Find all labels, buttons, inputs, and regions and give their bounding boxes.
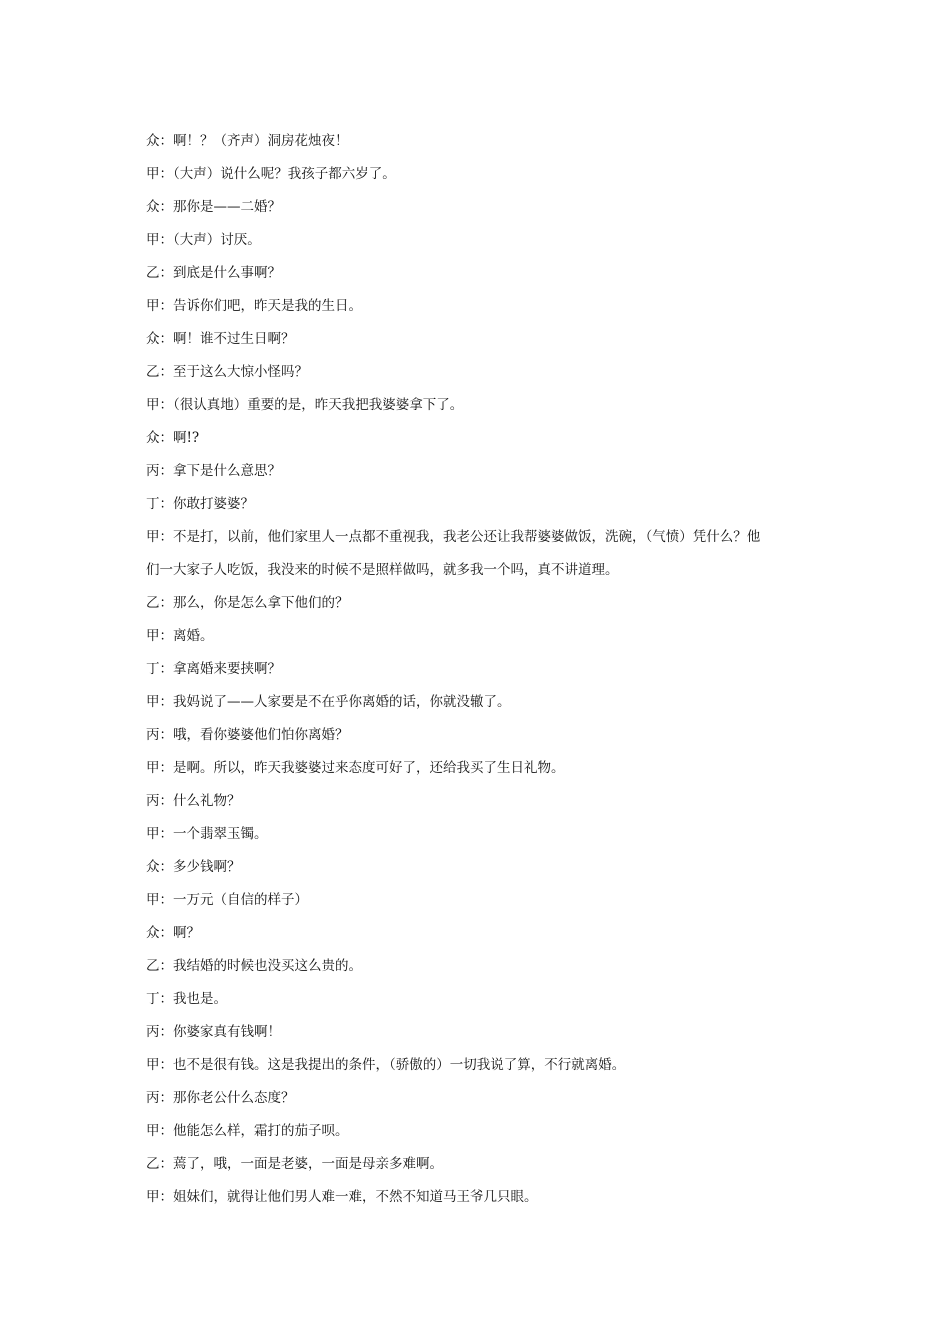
dialogue-line: 丙：拿下是什么意思？	[146, 463, 281, 479]
dialogue-line: 甲：一万元（自信的样子）	[146, 892, 308, 908]
dialogue-script	[146, 128, 806, 1217]
dialogue-line: 众：啊！？（齐声）洞房花烛夜！	[146, 133, 349, 149]
dialogue-line: 甲：一个翡翠玉镯。	[146, 826, 268, 842]
dialogue-line: 乙：到底是什么事啊？	[146, 265, 281, 281]
dialogue-line: 丁：拿离婚来要挟啊？	[146, 661, 281, 677]
dialogue-line: 众：多少钱啊？	[146, 859, 241, 875]
dialogue-line: 甲：告诉你们吧，昨天是我的生日。	[146, 298, 362, 314]
dialogue-line: 丁：我也是。	[146, 991, 227, 1007]
dialogue-line: 甲：是啊。所以，昨天我婆婆过来态度可好了，还给我买了生日礼物。	[146, 760, 565, 776]
dialogue-line: 甲：也不是很有钱。这是我提出的条件，（骄傲的）一切我说了算，不行就离婚。	[146, 1057, 626, 1073]
dialogue-line: 丙：哦，看你婆婆他们怕你离婚？	[146, 727, 349, 743]
dialogue-line: 乙：至于这么大惊小怪吗？	[146, 364, 308, 380]
dialogue-line: 甲：（大声）讨厌。	[146, 232, 261, 248]
dialogue-line: 众：啊!?	[146, 430, 200, 446]
dialogue-line-continuation: 们一大家子人吃饭，我没来的时候不是照样做吗，就多我一个吗，真不讲道理。	[146, 562, 619, 578]
dialogue-line: 甲：我妈说了——人家要是不在乎你离婚的话，你就没辙了。	[146, 694, 511, 710]
dialogue-line: 丙：什么礼物？	[146, 793, 241, 809]
dialogue-line: 乙：那么，你是怎么拿下他们的？	[146, 595, 349, 611]
dialogue-line: 甲：（大声）说什么呢？我孩子都六岁了。	[146, 166, 396, 182]
dialogue-line: 众：那你是——二婚？	[146, 199, 281, 215]
dialogue-line: 甲：他能怎么样，霜打的茄子呗。	[146, 1123, 349, 1139]
dialogue-line: 甲：离婚。	[146, 628, 214, 644]
dialogue-line: 乙：我结婚的时候也没买这么贵的。	[146, 958, 362, 974]
dialogue-line: 众：啊！谁不过生日啊？	[146, 331, 295, 347]
dialogue-line: 甲：姐妹们，就得让他们男人难一难，不然不知道马王爷几只眼。	[146, 1189, 538, 1205]
dialogue-line: 丁：你敢打婆婆？	[146, 496, 254, 512]
dialogue-line: 丙：那你老公什么态度？	[146, 1090, 295, 1106]
dialogue-line: 众：啊？	[146, 925, 200, 941]
dialogue-line: 丙：你婆家真有钱啊！	[146, 1024, 281, 1040]
dialogue-line: 甲：不是打，以前，他们家里人一点都不重视我，我老公还让我帮婆婆做饭，洗碗，（气愤）凭什么？他	[146, 529, 761, 545]
dialogue-line: 甲：（很认真地）重要的是，昨天我把我婆婆拿下了。	[146, 397, 464, 413]
dialogue-line: 乙：蔫了，哦，一面是老婆，一面是母亲多难啊。	[146, 1156, 443, 1172]
